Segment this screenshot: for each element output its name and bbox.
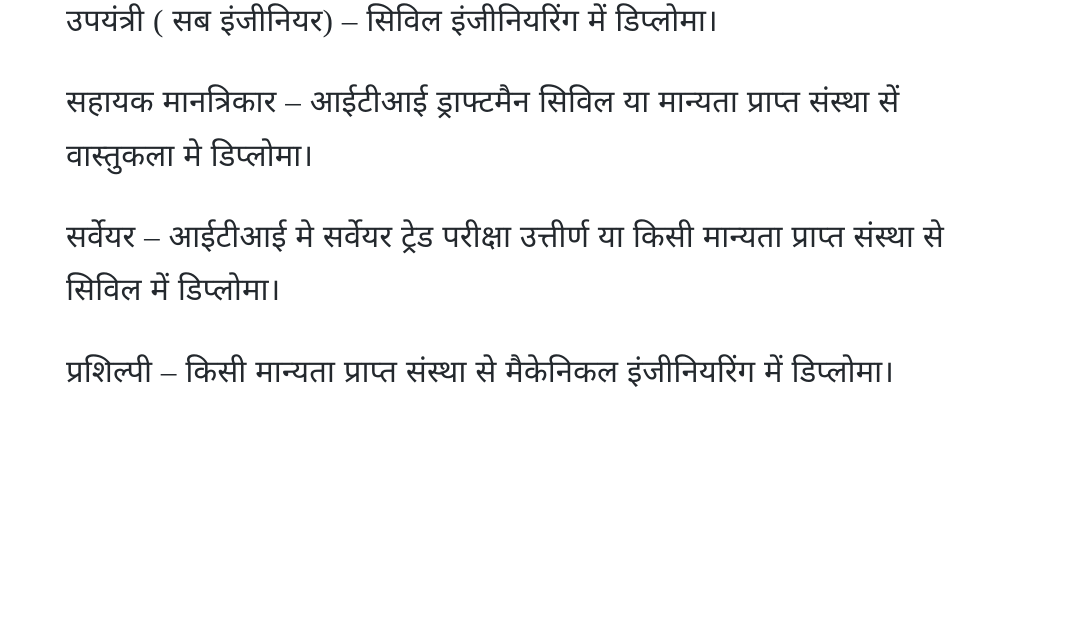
page-right-margin <box>1056 0 1080 628</box>
document-content <box>66 0 1016 398</box>
paragraph-sub-engineer: उपयंत्री ( सब इंजीनियर) – सिविल इंजीनियरिंग में डिप्लोमा। <box>66 3 718 38</box>
paragraph-prashilpi: प्रशिल्पी – किसी मान्यता प्राप्त संस्था से मैकेनिकल इंजीनियरिंग में डिप्लोमा। <box>66 353 895 389</box>
paragraph-assistant-draftsman: सहायक मानत्रिकार – आईटीआई ड्राफ्टमैन सिविल या मान्यता प्राप्त संस्था सें वास्तुकला मे डिप्लोमा। <box>66 84 900 173</box>
paragraph-surveyor: सर्वेयर – आईटीआई मे सर्वेयर ट्रेड परीक्षा उत्तीर्ण या किसी मान्यता प्राप्त संस्था से सिविल में डिप्लोमा। <box>66 218 944 308</box>
